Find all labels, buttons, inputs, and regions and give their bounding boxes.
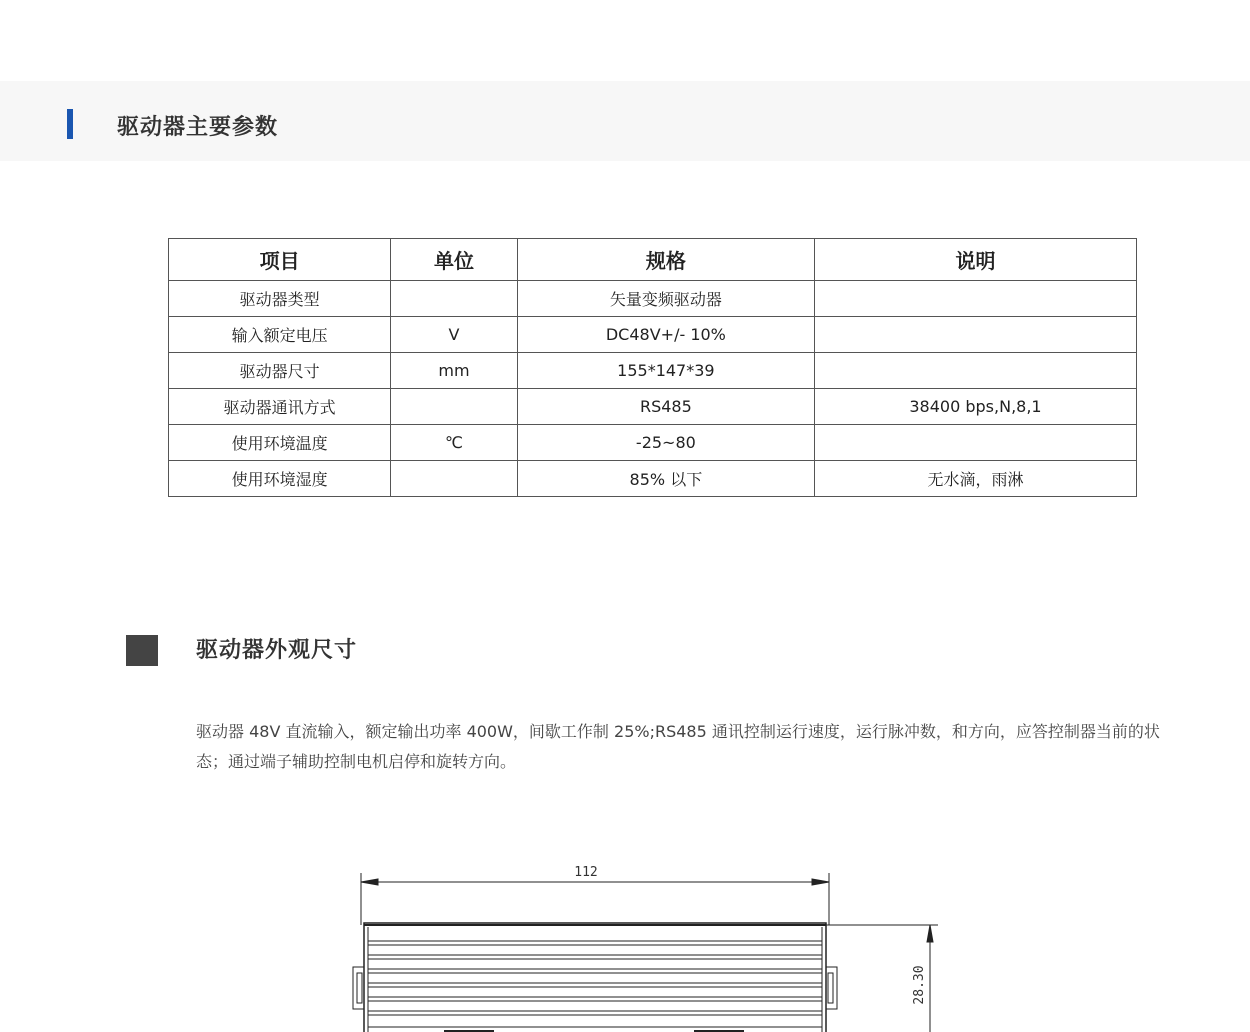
table-cell: 驱动器类型 <box>169 281 391 317</box>
dimensions-description: 驱动器 48V 直流输入，额定输出功率 400W，间歇工作制 25%;RS485 通讯控制运行速度，运行脉冲数，和方向，应答控制器当前的状态；通过端子辅助控制电机启停和旋转方向。 <box>196 722 1160 771</box>
table-cell: mm <box>391 353 518 389</box>
table-cell: 驱动器尺寸 <box>169 353 391 389</box>
table-header-item: 项目 <box>169 239 391 281</box>
parameters-table <box>168 238 1137 497</box>
table-cell: RS485 <box>517 389 814 425</box>
table-header-unit: 单位 <box>391 239 518 281</box>
section-title-parameters: 驱动器主要参数 <box>117 115 279 140</box>
table-cell: V <box>391 317 518 353</box>
drive-body-outline <box>364 923 826 1032</box>
table-row <box>169 317 1137 353</box>
table-row <box>169 425 1137 461</box>
table-cell: ℃ <box>391 425 518 461</box>
banner-accent-bar <box>67 109 73 139</box>
arrow-right-icon <box>812 879 829 885</box>
table-cell: 155*147*39 <box>517 353 814 389</box>
table-row <box>169 353 1137 389</box>
table-cell <box>391 389 518 425</box>
table-cell <box>391 461 518 497</box>
table-cell <box>814 317 1136 353</box>
table-cell <box>814 353 1136 389</box>
table-header-spec: 规格 <box>517 239 814 281</box>
height-dimension-label: 28.30 <box>912 965 927 1005</box>
table-cell: 38400 bps,N,8,1 <box>814 389 1136 425</box>
table-row <box>169 281 1137 317</box>
table-header-row <box>169 239 1137 281</box>
section-marker-square <box>126 635 158 666</box>
table-cell: 无水滴，雨淋 <box>814 461 1136 497</box>
arrow-left-icon <box>361 879 378 885</box>
table-row <box>169 461 1137 497</box>
table-cell: -25~80 <box>517 425 814 461</box>
table-cell: 输入额定电压 <box>169 317 391 353</box>
table-cell: 矢量变频驱动器 <box>517 281 814 317</box>
section-title-dimensions: 驱动器外观尺寸 <box>196 638 358 663</box>
dimension-drawing <box>340 855 960 1032</box>
table-cell <box>814 281 1136 317</box>
arrow-up-icon <box>927 925 933 942</box>
table-row <box>169 389 1137 425</box>
table-header-note: 说明 <box>814 239 1136 281</box>
table-cell: 使用环境温度 <box>169 425 391 461</box>
table-cell <box>391 281 518 317</box>
table-cell: 使用环境湿度 <box>169 461 391 497</box>
width-dimension-label: 112 <box>574 865 598 880</box>
table-cell: 驱动器通讯方式 <box>169 389 391 425</box>
table-cell: DC48V+/- 10% <box>517 317 814 353</box>
table-cell <box>814 425 1136 461</box>
section-banner-parameters <box>0 81 1250 161</box>
table-cell: 85% 以下 <box>517 461 814 497</box>
heatsink-fins <box>368 941 822 1027</box>
